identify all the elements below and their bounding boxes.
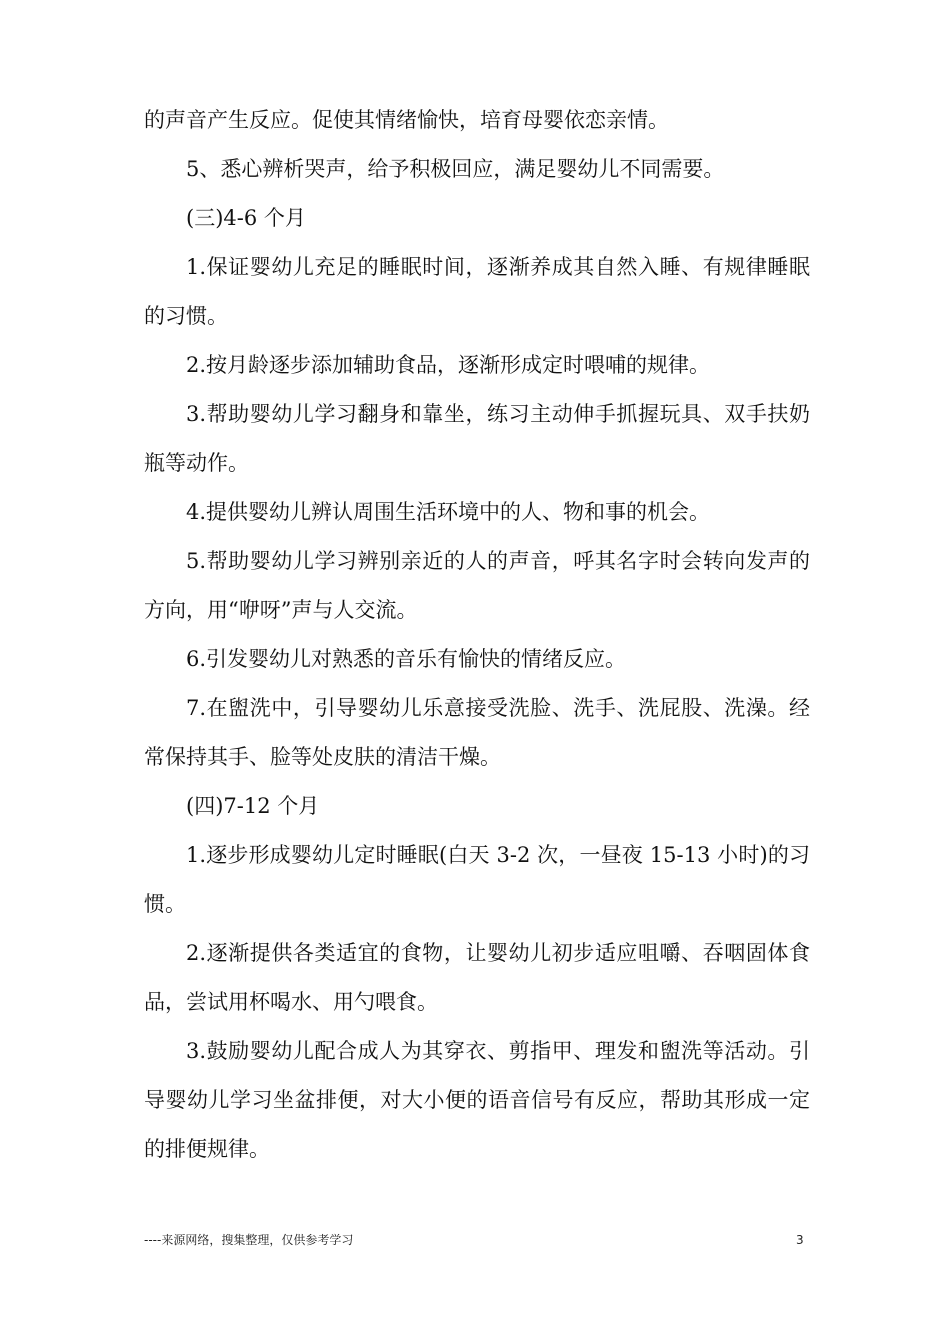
section-heading: (三)4-6 个月	[186, 206, 306, 230]
paragraph: 2.逐渐提供各类适宜的食物，让婴幼儿初步适应咀嚼、吞咽固体食品，尝试用杯喝水、用勺喂食。	[144, 941, 810, 1014]
paragraph: 3.鼓励婴幼儿配合成人为其穿衣、剪指甲、理发和盥洗等活动。引导婴幼儿学习坐盆排便，对大小便的语音信号有反应，帮助其形成一定的排便规律。	[144, 1039, 810, 1161]
paragraph: 5、悉心辨析哭声，给予积极回应，满足婴幼儿不同需要。	[186, 157, 725, 181]
paragraph: 1.保证婴幼儿充足的睡眠时间，逐渐养成其自然入睡、有规律睡眠的习惯。	[144, 255, 810, 328]
footer-source-note: ----来源网络，搜集整理，仅供参考学习	[144, 1233, 354, 1247]
paragraph: 7.在盥洗中，引导婴幼儿乐意接受洗脸、洗手、洗屁股、洗澡。经常保持其手、脸等处皮肤的清洁干燥。	[144, 696, 810, 769]
document-body	[144, 96, 810, 1174]
paragraph: 1.逐步形成婴幼儿定时睡眠(白天 3-2 次，一昼夜 15-13 小时)的习惯。	[144, 843, 810, 916]
paragraph: 的声音产生反应。促使其情绪愉快，培育母婴依恋亲情。	[144, 108, 669, 132]
paragraph: 3.帮助婴幼儿学习翻身和靠坐，练习主动伸手抓握玩具、双手扶奶瓶等动作。	[144, 402, 810, 475]
paragraph: 4.提供婴幼儿辨认周围生活环境中的人、物和事的机会。	[186, 500, 711, 524]
paragraph: 5.帮助婴幼儿学习辨别亲近的人的声音，呼其名字时会转向发声的方向，用“咿呀”声与人交流。	[144, 549, 810, 622]
paragraph: 2.按月龄逐步添加辅助食品，逐渐形成定时喂哺的规律。	[186, 353, 711, 377]
page-number: 3	[796, 1233, 804, 1247]
section-heading: (四)7-12 个月	[186, 794, 320, 818]
paragraph: 6.引发婴幼儿对熟悉的音乐有愉快的情绪反应。	[186, 647, 627, 671]
